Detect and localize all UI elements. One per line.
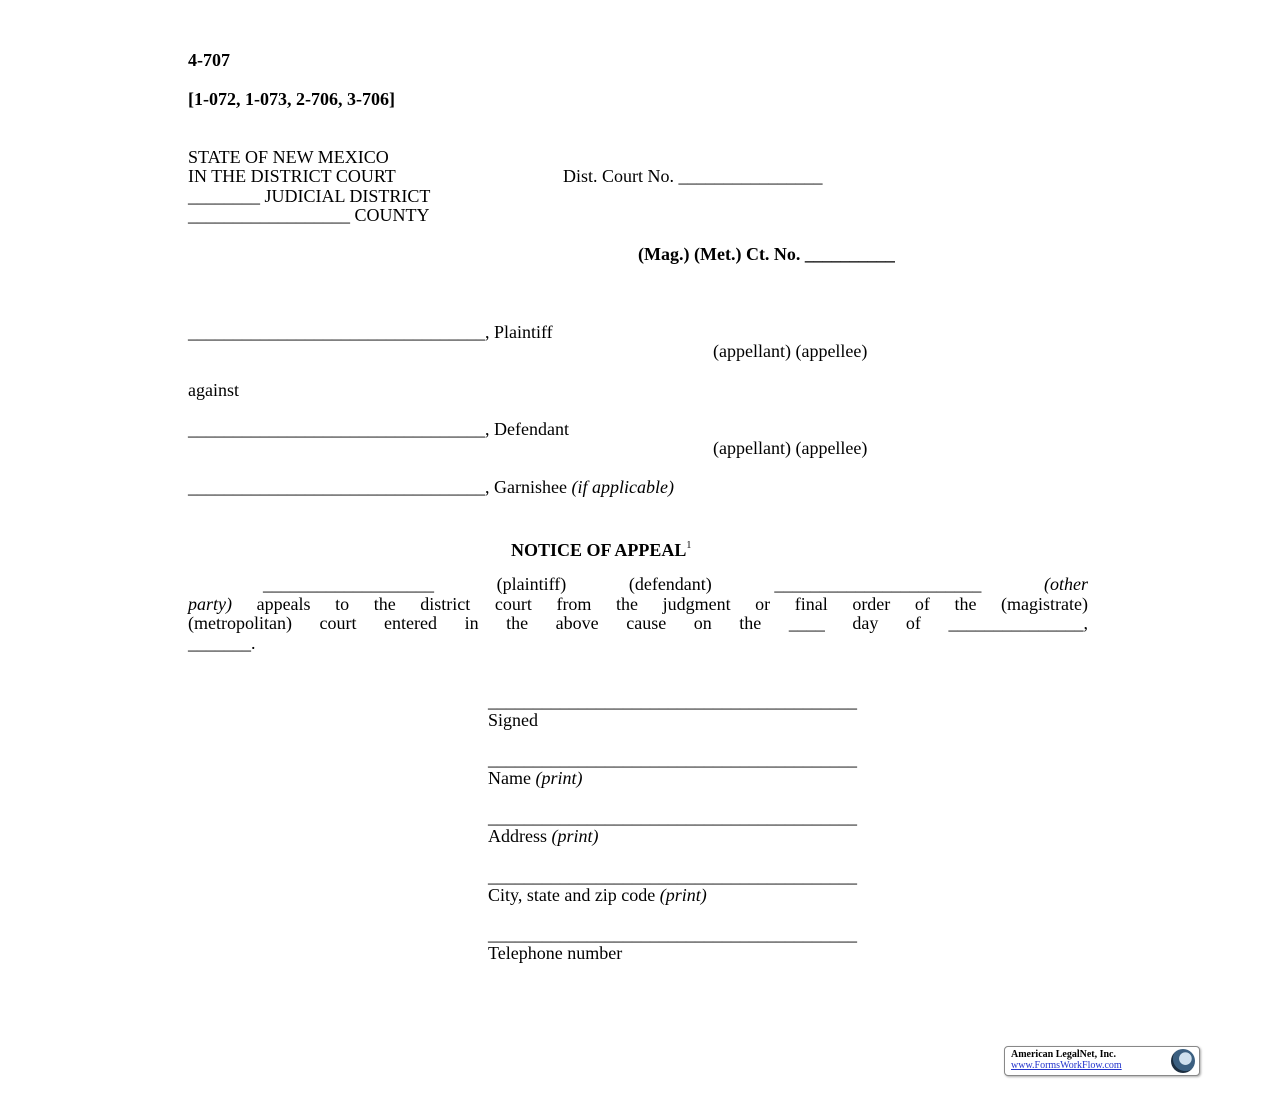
party-label: party) [188, 594, 232, 614]
document-title [511, 536, 691, 560]
city-line: _________________________________________ [488, 866, 857, 886]
mag-met-ct-no: (Mag.) (Met.) Ct. No. __________ [638, 244, 895, 264]
note: (print) [659, 885, 707, 905]
label: City, state and zip code [488, 885, 660, 905]
label: Signed [488, 710, 539, 730]
defendant-role: (appellant) (appellee) [713, 438, 868, 458]
dist-court-no: Dist. Court No. ________________ [563, 166, 823, 186]
defendant-line: _________________________________, Defendant [188, 419, 569, 439]
garnishee-line [188, 477, 674, 497]
note: (print) [535, 768, 583, 788]
rule-number: 4-707 [188, 50, 230, 70]
label: Name [488, 768, 536, 788]
plaintiff-role: (appellant) (appellee) [713, 341, 868, 361]
address-line: _________________________________________ [488, 807, 857, 827]
note: (print) [551, 826, 599, 846]
signature-line: _________________________________________ [488, 691, 857, 711]
garnishee-text: _________________________________, Garnishee [188, 477, 572, 497]
logo-url-link[interactable]: www.FormsWorkFlow.com [1011, 1060, 1122, 1071]
other-party-label: (other [1044, 574, 1088, 594]
body-line-1 [188, 574, 1088, 594]
caption-state: STATE OF NEW MEXICO [188, 147, 389, 167]
appellant-blank: ___________________ [263, 574, 434, 594]
caption-court: IN THE DISTRICT COURT [188, 166, 396, 186]
name-label [488, 768, 582, 788]
garnishee-note: (if applicable) [571, 477, 674, 497]
caption-county: __________________ COUNTY [188, 205, 430, 225]
address-label [488, 826, 599, 846]
logo-company: American LegalNet, Inc. [1011, 1049, 1116, 1060]
party-type: (plaintiff) (defendant) [434, 574, 775, 594]
telephone-line: _________________________________________ [488, 924, 857, 944]
signed-label [488, 710, 538, 730]
body-text-2: appeals to the district court from the judgment or final order of the (magistrate) [232, 594, 1088, 614]
american-legalnet-logo[interactable] [1004, 1046, 1200, 1076]
title-text: NOTICE OF APPEAL [511, 540, 687, 560]
against-label: against [188, 380, 239, 400]
city-label [488, 885, 707, 905]
label: Address [488, 826, 552, 846]
body-line-3: (metropolitan) court entered in the above cause on the ____ day of _______________, [188, 613, 1088, 633]
related-rules: [1-072, 1-073, 2-706, 3-706] [188, 89, 395, 109]
footnote-mark: 1 [686, 540, 692, 551]
other-party-blank: _______________________ [774, 574, 982, 594]
globe-icon [1171, 1049, 1195, 1073]
plaintiff-line: _________________________________, Plaintiff [188, 322, 553, 342]
body-line-2 [188, 594, 1088, 614]
telephone-label: Telephone number [488, 943, 623, 963]
name-line: _________________________________________ [488, 749, 857, 769]
body-line-4: _______. [188, 633, 256, 653]
caption-district: ________ JUDICIAL DISTRICT [188, 186, 431, 206]
